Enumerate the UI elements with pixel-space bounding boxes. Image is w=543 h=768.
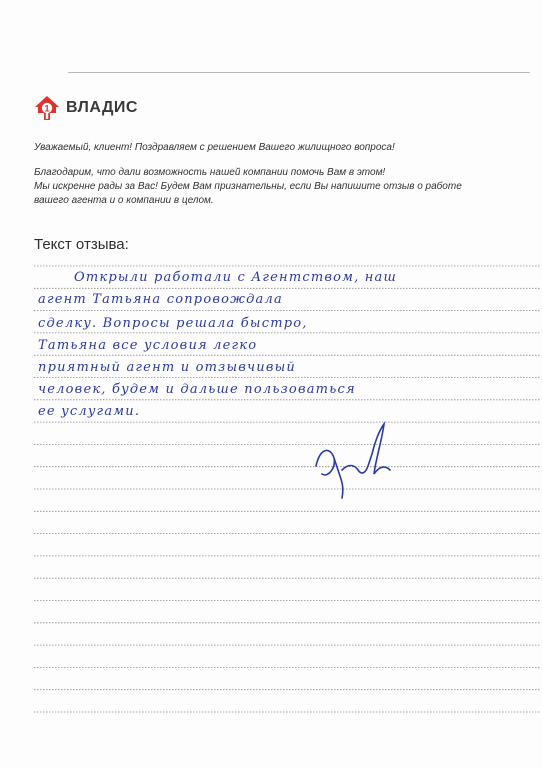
handwritten-line: Татьяна все условия легко: [38, 338, 258, 353]
handwritten-signature: [308, 418, 398, 508]
greeting-text: Уважаемый, клиент! Поздравляем с решением Вашего жилищного вопроса!: [34, 142, 395, 153]
review-title: Текст отзыва:: [34, 236, 129, 253]
ruled-lines: [34, 262, 540, 742]
thanks-line: Благодарим, что дали возможность нашей компании помочь Вам в этом!: [34, 167, 386, 178]
thanks-line: Мы искренне рады за Вас! Будем Вам признательны, если Вы напишите отзыв о работе: [34, 181, 462, 192]
logo-number: 1: [44, 103, 50, 114]
thanks-paragraph: [34, 166, 504, 208]
handwritten-line: Открыли работали с Агентством, наш: [74, 270, 398, 285]
company-logo: [34, 95, 138, 121]
handwritten-line: агент Татьяна сопровождала: [38, 292, 283, 307]
house-key-icon: [34, 95, 60, 121]
handwritten-line: сделку. Вопросы решала быстро,: [38, 316, 308, 331]
handwritten-line: ее услугами.: [38, 404, 141, 419]
header-divider: [68, 72, 530, 73]
thanks-line: вашего агента и о компании в целом.: [34, 195, 214, 206]
handwritten-line: человек, будем и дальше пользоваться: [38, 382, 356, 397]
brand-name: ВЛАДИС: [66, 99, 138, 116]
handwritten-line: приятный агент и отзывчивый: [38, 360, 296, 375]
